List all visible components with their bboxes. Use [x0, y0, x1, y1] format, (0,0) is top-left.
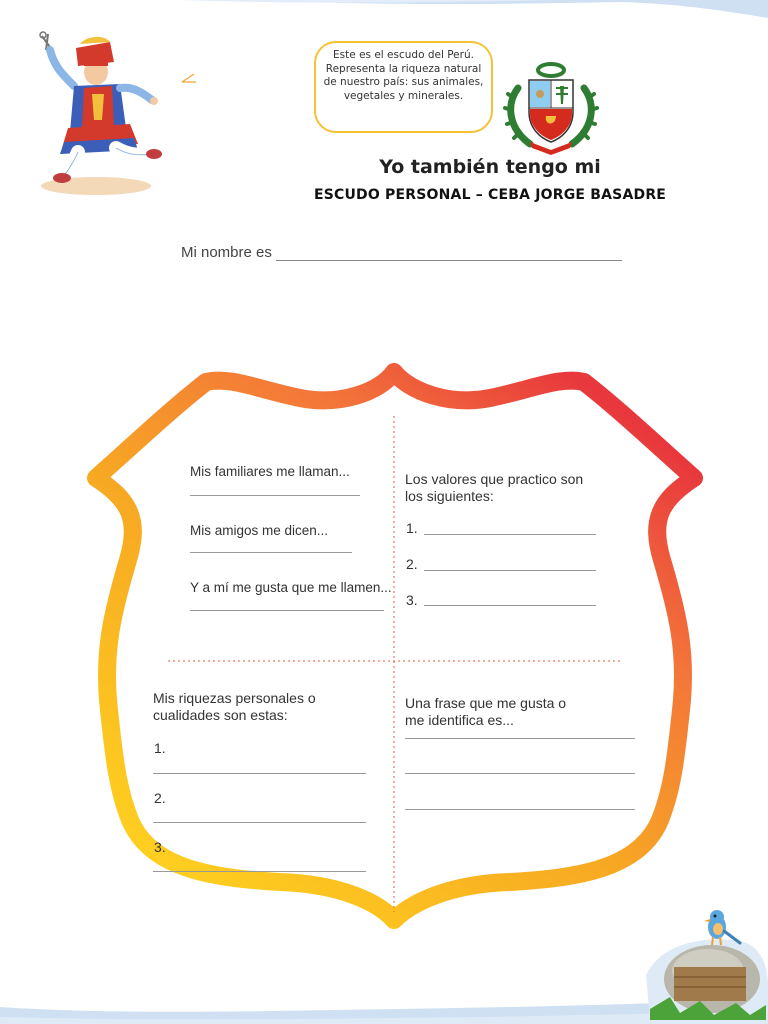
bubble-line: vegetales y minerales. [343, 89, 464, 102]
answer-line[interactable] [153, 773, 366, 774]
list-number: 1. [154, 740, 166, 756]
list-number: 2. [406, 556, 418, 572]
bird-on-rock-illustration [640, 905, 768, 1020]
answer-line[interactable] [190, 610, 384, 611]
quadrant-tl-question-1: Mis familiares me llaman... [190, 464, 350, 479]
list-number: 2. [154, 790, 166, 806]
answer-line[interactable] [405, 773, 635, 774]
list-number: 1. [406, 520, 418, 536]
answer-line[interactable] [424, 570, 596, 571]
quadrant-tr-heading-line2: los siguientes: [405, 488, 494, 504]
answer-line[interactable] [424, 534, 596, 535]
bubble-line: de nuestro país: sus animales, [323, 76, 484, 88]
quadrant-tl-question-2: Mis amigos me dicen... [190, 523, 329, 538]
answer-line[interactable] [153, 871, 366, 872]
page-subtitle: ESCUDO PERSONAL – CEBA JORGE BASADRE [313, 187, 667, 203]
quadrant-bl-heading-line2: cualidades son estas: [153, 707, 288, 723]
quadrant-br-heading-line2: me identifica es... [405, 712, 514, 728]
quadrant-tl-question-3: Y a mí me gusta que me llamen... [190, 580, 392, 595]
quadrant-tr-heading-line1: Los valores que practico son [405, 471, 584, 487]
quadrant-bl-heading-line1: Mis riquezas personales o [153, 690, 316, 706]
list-number: 3. [154, 839, 166, 855]
answer-line[interactable] [190, 552, 352, 553]
bubble-line: Este es el escudo del Perú. [333, 49, 474, 61]
answer-line[interactable] [153, 822, 366, 823]
answer-line[interactable] [405, 809, 635, 810]
answer-line[interactable] [190, 495, 360, 496]
quadrant-br-heading-line1: Una frase que me gusta o [405, 695, 567, 711]
name-prompt: Mi nombre es [181, 244, 272, 261]
answer-line[interactable] [424, 605, 596, 606]
page-title: Yo también tengo mi [379, 156, 601, 178]
bubble-line: Representa la riqueza natural [325, 62, 482, 75]
list-number: 3. [406, 592, 418, 608]
answer-line[interactable] [405, 738, 635, 739]
